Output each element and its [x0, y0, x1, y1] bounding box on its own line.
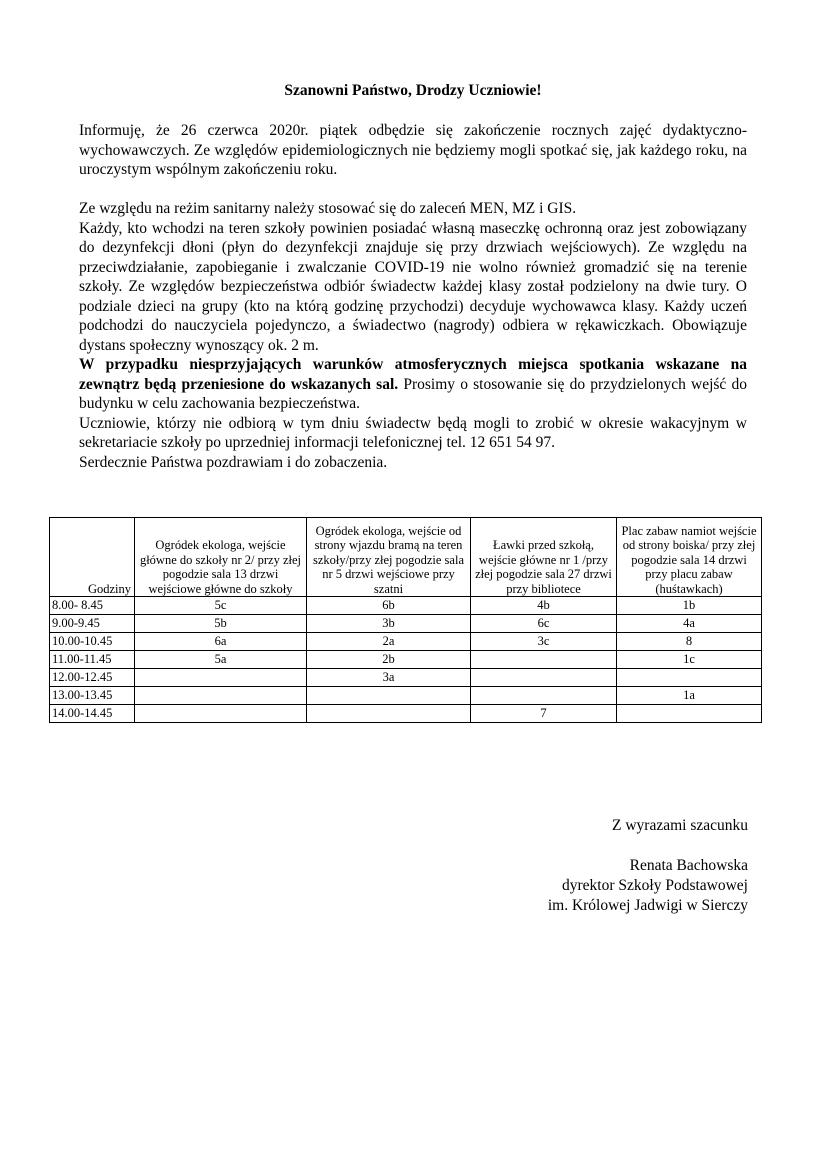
table-cell: 3c: [471, 633, 617, 651]
column-header-location-3: Ławki przed szkołą, wejście główne nr 1 /przy złej pogodzie sala 27 drzwi przy bibliotece: [471, 518, 617, 597]
table-cell: 4b: [471, 597, 617, 615]
paragraph-holiday: Uczniowie, którzy nie odbiorą w tym dniu świadectw będą mogli to zrobić w okresie wakacyjnym w sekretariacie szkoły po uprzedniej informacji telefonicznej tel. 12 651 54 97.: [79, 414, 747, 451]
table-cell: 2b: [307, 651, 471, 669]
table-cell: [135, 687, 307, 705]
table-cell-hours: 14.00-14.45: [50, 705, 135, 723]
signatory-role: dyrektor Szkoły Podstawowej: [562, 877, 748, 894]
table-cell: 5c: [135, 597, 307, 615]
paragraph-greeting: Serdecznie Państwa pozdrawiam i do zobaczenia.: [79, 453, 388, 471]
table-row: [50, 705, 762, 723]
weather-notice-rest: Prosimy o stosowanie się do przydzielonych wejść do budynku w celu zachowania bezpieczeństwa.: [79, 375, 747, 412]
table-cell: 5b: [135, 615, 307, 633]
paragraph-rules: Każdy, kto wchodzi na teren szkoły powinien posiadać własną maseczkę ochronną oraz jest zobowiązany do dezynfekcji dłoni (płyn do dezynfekcji znajduje się przy drzwiach wejściowych). Ze względu na przeciwdziałanie, zapobieganie i zwalczanie COVID-19 nie wolno również gromadzić się na terenie szkoły. Ze względów bezpieczeństwa odbiór świadectw każdej klasy został podzielony na dwie tury. O podziale dzieci na grupy (kto na którą godzinę przychodzi) decyduje wychowawca klasy. Każdy uczeń podchodzi do nauczyciela pojedynczo, a świadectwo (nagrody) odbiera w rękawiczkach. Obowiązuje dystans społeczny wynoszący ok. 2 m.: [79, 219, 747, 354]
table-row: [50, 615, 762, 633]
table-header-row: [50, 518, 762, 597]
column-header-hours: Godziny: [50, 518, 135, 597]
table-cell: [135, 705, 307, 723]
table-cell-hours: 10.00-10.45: [50, 633, 135, 651]
table-cell: 3b: [307, 615, 471, 633]
table-cell: 3a: [307, 669, 471, 687]
signature-block: [460, 816, 748, 916]
table-row: [50, 633, 762, 651]
table-cell-hours: 12.00-12.45: [50, 669, 135, 687]
table-cell: 1b: [617, 597, 762, 615]
table-row: [50, 669, 762, 687]
table-cell: 5a: [135, 651, 307, 669]
table-cell: 6b: [307, 597, 471, 615]
table-cell: [307, 687, 471, 705]
table-cell-hours: 9.00-9.45: [50, 615, 135, 633]
table-cell: 1a: [617, 687, 762, 705]
schedule-table: [49, 517, 762, 723]
table-cell-hours: 8.00- 8.45: [50, 597, 135, 615]
table-row: [50, 597, 762, 615]
closing-regards: Z wyrazami szacunku: [612, 817, 748, 834]
table-cell: [617, 669, 762, 687]
table-cell: [471, 687, 617, 705]
table-cell: 8: [617, 633, 762, 651]
column-header-location-2: Ogródek ekologa, wejście od strony wjazdu bramą na teren szkoły/przy złej pogodzie sala nr 5 drzwi wejściowe przy szatni: [307, 518, 471, 597]
paragraph-intro: Informuję, że 26 czerwca 2020r. piątek odbędzie się zakończenie rocznych zajęć dydaktyczno-wychowawczych. Ze względów epidemiologicznych nie będziemy mogli spotkać się, jak każdego roku, na uroczystym wspólnym zakończeniu roku.: [79, 122, 747, 178]
column-header-location-1: Ogródek ekologa, wejście główne do szkoły nr 2/ przy złej pogodzie sala 13 drzwi wejściowe główne do szkoły: [135, 518, 307, 597]
letter-body: [79, 121, 747, 472]
table-cell: 4a: [617, 615, 762, 633]
table-cell-hours: 11.00-11.45: [50, 651, 135, 669]
signatory-name: Renata Bachowska: [629, 857, 748, 874]
table-cell: 7: [471, 705, 617, 723]
table-cell: [617, 705, 762, 723]
table-cell: 6a: [135, 633, 307, 651]
paragraph-weather: [79, 355, 747, 414]
table-cell: 6c: [471, 615, 617, 633]
table-cell-hours: 13.00-13.45: [50, 687, 135, 705]
letter-title: Szanowni Państwo, Drodzy Uczniowie!: [284, 82, 542, 99]
weather-notice-bold: W przypadku niesprzyjających warunków atmosferycznych miejsca spotkania wskazane na zewnątrz będą przeniesione do wskazanych sal.: [79, 356, 747, 393]
table-cell: [135, 669, 307, 687]
table-cell: [471, 651, 617, 669]
table-cell: 1c: [617, 651, 762, 669]
signatory-school: im. Królowej Jadwigi w Sierczy: [547, 897, 748, 914]
table-row: [50, 687, 762, 705]
table-cell: [471, 669, 617, 687]
column-header-location-4: Plac zabaw namiot wejście od strony boiska/ przy złej pogodzie sala 14 drzwi przy placu zabaw (huśtawkach): [617, 518, 762, 597]
table-cell: [307, 705, 471, 723]
table-row: [50, 651, 762, 669]
paragraph-sanitary: Ze względu na reżim sanitarny należy stosować się do zaleceń MEN, MZ i GIS.: [79, 200, 577, 217]
table-cell: 2a: [307, 633, 471, 651]
